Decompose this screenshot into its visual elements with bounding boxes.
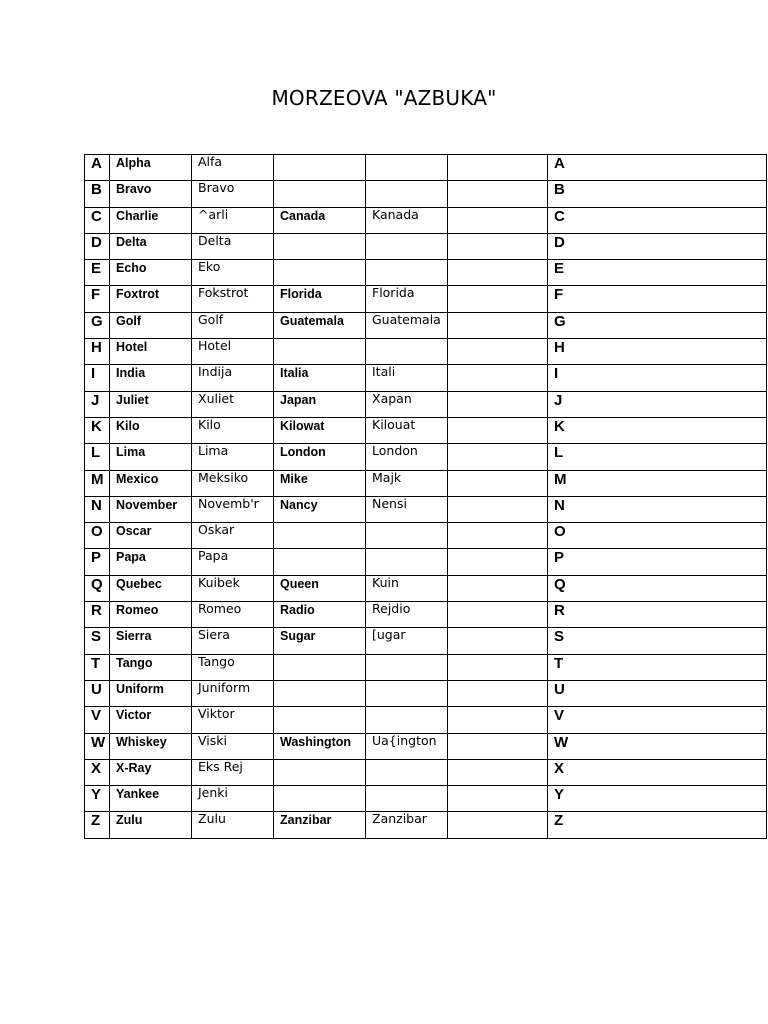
letter-cell: H <box>85 339 110 365</box>
example-word-transcription-cell <box>366 233 448 259</box>
example-word-transcription-cell <box>366 155 448 181</box>
table-row <box>85 549 767 575</box>
code-word-cell: Bravo <box>110 181 192 207</box>
code-word-transcription-cell: Xuliet <box>192 391 274 417</box>
code-word-transcription-cell: Juniform <box>192 680 274 706</box>
example-word-cell <box>274 155 366 181</box>
code-word-cell: India <box>110 365 192 391</box>
table-row <box>85 207 767 233</box>
example-word-transcription-cell: Ua{ington <box>366 733 448 759</box>
letter-right-cell: A <box>548 155 767 181</box>
example-word-transcription-cell: London <box>366 444 448 470</box>
letter-right-cell: K <box>548 417 767 443</box>
code-word-cell: Whiskey <box>110 733 192 759</box>
letter-cell: I <box>85 365 110 391</box>
empty-cell <box>448 549 548 575</box>
letter-cell: L <box>85 444 110 470</box>
example-word-transcription-cell: Kilouat <box>366 417 448 443</box>
phonetic-alphabet-table <box>84 154 767 839</box>
code-word-transcription-cell: Delta <box>192 233 274 259</box>
code-word-cell: Hotel <box>110 339 192 365</box>
table-row <box>85 707 767 733</box>
example-word-transcription-cell: Nensi <box>366 496 448 522</box>
code-word-transcription-cell: Bravo <box>192 181 274 207</box>
empty-cell <box>448 680 548 706</box>
letter-right-cell: W <box>548 733 767 759</box>
code-word-cell: Yankee <box>110 786 192 812</box>
empty-cell <box>448 575 548 601</box>
letter-cell: N <box>85 496 110 522</box>
code-word-cell: Uniform <box>110 680 192 706</box>
letter-right-cell: M <box>548 470 767 496</box>
letter-right-cell: T <box>548 654 767 680</box>
letter-cell: G <box>85 312 110 338</box>
empty-cell <box>448 444 548 470</box>
example-word-transcription-cell <box>366 759 448 785</box>
example-word-transcription-cell: Kanada <box>366 207 448 233</box>
code-word-transcription-cell: Lima <box>192 444 274 470</box>
letter-cell: Q <box>85 575 110 601</box>
example-word-transcription-cell <box>366 549 448 575</box>
example-word-cell: Radio <box>274 602 366 628</box>
code-word-transcription-cell: Viski <box>192 733 274 759</box>
table-row <box>85 470 767 496</box>
example-word-cell <box>274 707 366 733</box>
table-row <box>85 523 767 549</box>
letter-cell: Y <box>85 786 110 812</box>
code-word-transcription-cell: Siera <box>192 628 274 654</box>
letter-cell: O <box>85 523 110 549</box>
example-word-cell: Mike <box>274 470 366 496</box>
example-word-cell: Italia <box>274 365 366 391</box>
example-word-transcription-cell: [ugar <box>366 628 448 654</box>
letter-right-cell: C <box>548 207 767 233</box>
code-word-transcription-cell: Viktor <box>192 707 274 733</box>
code-word-cell: Juliet <box>110 391 192 417</box>
example-word-transcription-cell: Rejdio <box>366 602 448 628</box>
letter-cell: K <box>85 417 110 443</box>
letter-right-cell: E <box>548 260 767 286</box>
example-word-cell: Queen <box>274 575 366 601</box>
code-word-cell: Tango <box>110 654 192 680</box>
letter-right-cell: B <box>548 181 767 207</box>
code-word-transcription-cell: Zulu <box>192 812 274 838</box>
empty-cell <box>448 523 548 549</box>
example-word-cell: Canada <box>274 207 366 233</box>
empty-cell <box>448 417 548 443</box>
code-word-cell: Sierra <box>110 628 192 654</box>
letter-right-cell: D <box>548 233 767 259</box>
example-word-transcription-cell: Florida <box>366 286 448 312</box>
letter-right-cell: X <box>548 759 767 785</box>
code-word-transcription-cell: Fokstrot <box>192 286 274 312</box>
letter-right-cell: Y <box>548 786 767 812</box>
empty-cell <box>448 628 548 654</box>
letter-cell: T <box>85 654 110 680</box>
letter-right-cell: U <box>548 680 767 706</box>
empty-cell <box>448 260 548 286</box>
code-word-cell: Mexico <box>110 470 192 496</box>
empty-cell <box>448 733 548 759</box>
letter-right-cell: J <box>548 391 767 417</box>
example-word-cell <box>274 523 366 549</box>
table-row <box>85 286 767 312</box>
example-word-cell <box>274 233 366 259</box>
example-word-transcription-cell <box>366 339 448 365</box>
example-word-transcription-cell: Majk <box>366 470 448 496</box>
table-row <box>85 260 767 286</box>
code-word-transcription-cell: Romeo <box>192 602 274 628</box>
empty-cell <box>448 155 548 181</box>
example-word-transcription-cell: Xapan <box>366 391 448 417</box>
example-word-cell <box>274 786 366 812</box>
code-word-cell: November <box>110 496 192 522</box>
code-word-transcription-cell: Meksiko <box>192 470 274 496</box>
letter-cell: U <box>85 680 110 706</box>
example-word-cell: Washington <box>274 733 366 759</box>
letter-cell: F <box>85 286 110 312</box>
empty-cell <box>448 365 548 391</box>
empty-cell <box>448 470 548 496</box>
code-word-cell: Papa <box>110 549 192 575</box>
table-row <box>85 680 767 706</box>
code-word-cell: Echo <box>110 260 192 286</box>
letter-cell: X <box>85 759 110 785</box>
code-word-transcription-cell: Novemb'r <box>192 496 274 522</box>
empty-cell <box>448 707 548 733</box>
table-row <box>85 812 767 838</box>
code-word-cell: Zulu <box>110 812 192 838</box>
table-row <box>85 496 767 522</box>
code-word-transcription-cell: Indija <box>192 365 274 391</box>
example-word-transcription-cell <box>366 654 448 680</box>
empty-cell <box>448 286 548 312</box>
example-word-transcription-cell <box>366 680 448 706</box>
page-title: MORZEOVA "AZBUKA" <box>271 86 497 110</box>
example-word-transcription-cell <box>366 707 448 733</box>
code-word-cell: Romeo <box>110 602 192 628</box>
table-row <box>85 391 767 417</box>
letter-right-cell: R <box>548 602 767 628</box>
letter-right-cell: G <box>548 312 767 338</box>
letter-right-cell: F <box>548 286 767 312</box>
code-word-transcription-cell: ^arli <box>192 207 274 233</box>
letter-right-cell: S <box>548 628 767 654</box>
table-row <box>85 733 767 759</box>
code-word-cell: Oscar <box>110 523 192 549</box>
code-word-cell: Delta <box>110 233 192 259</box>
code-word-cell: Quebec <box>110 575 192 601</box>
empty-cell <box>448 812 548 838</box>
code-word-transcription-cell: Alfa <box>192 155 274 181</box>
example-word-transcription-cell: Kuin <box>366 575 448 601</box>
code-word-cell: X-Ray <box>110 759 192 785</box>
letter-cell: M <box>85 470 110 496</box>
letter-cell: Z <box>85 812 110 838</box>
code-word-cell: Foxtrot <box>110 286 192 312</box>
letter-cell: J <box>85 391 110 417</box>
table-row <box>85 181 767 207</box>
example-word-cell <box>274 549 366 575</box>
example-word-transcription-cell: Zanzibar <box>366 812 448 838</box>
empty-cell <box>448 233 548 259</box>
code-word-transcription-cell: Hotel <box>192 339 274 365</box>
table-row <box>85 312 767 338</box>
example-word-cell <box>274 260 366 286</box>
letter-right-cell: O <box>548 523 767 549</box>
example-word-transcription-cell <box>366 786 448 812</box>
letter-cell: V <box>85 707 110 733</box>
table-row <box>85 155 767 181</box>
table-row <box>85 417 767 443</box>
code-word-cell: Victor <box>110 707 192 733</box>
letter-cell: P <box>85 549 110 575</box>
letter-right-cell: I <box>548 365 767 391</box>
letter-right-cell: Q <box>548 575 767 601</box>
code-word-transcription-cell: Golf <box>192 312 274 338</box>
letter-cell: D <box>85 233 110 259</box>
empty-cell <box>448 207 548 233</box>
table-row <box>85 575 767 601</box>
example-word-cell: Japan <box>274 391 366 417</box>
code-word-transcription-cell: Oskar <box>192 523 274 549</box>
letter-right-cell: V <box>548 707 767 733</box>
code-word-cell: Charlie <box>110 207 192 233</box>
table-row <box>85 444 767 470</box>
example-word-cell <box>274 654 366 680</box>
letter-right-cell: P <box>548 549 767 575</box>
example-word-cell: Guatemala <box>274 312 366 338</box>
letter-cell: C <box>85 207 110 233</box>
code-word-transcription-cell: Eks Rej <box>192 759 274 785</box>
example-word-transcription-cell <box>366 181 448 207</box>
code-word-cell: Lima <box>110 444 192 470</box>
code-word-transcription-cell: Kuibek <box>192 575 274 601</box>
example-word-cell: London <box>274 444 366 470</box>
letter-right-cell: L <box>548 444 767 470</box>
example-word-transcription-cell <box>366 260 448 286</box>
letter-cell: R <box>85 602 110 628</box>
letter-right-cell: Z <box>548 812 767 838</box>
table-row <box>85 365 767 391</box>
example-word-cell: Sugar <box>274 628 366 654</box>
empty-cell <box>448 786 548 812</box>
letter-right-cell: H <box>548 339 767 365</box>
example-word-transcription-cell: Itali <box>366 365 448 391</box>
table-row <box>85 233 767 259</box>
table-row <box>85 786 767 812</box>
example-word-cell: Florida <box>274 286 366 312</box>
table-row <box>85 654 767 680</box>
code-word-transcription-cell: Jenki <box>192 786 274 812</box>
empty-cell <box>448 181 548 207</box>
example-word-cell: Zanzibar <box>274 812 366 838</box>
empty-cell <box>448 759 548 785</box>
empty-cell <box>448 312 548 338</box>
example-word-cell: Nancy <box>274 496 366 522</box>
example-word-cell <box>274 680 366 706</box>
empty-cell <box>448 654 548 680</box>
letter-cell: S <box>85 628 110 654</box>
table-row <box>85 628 767 654</box>
letter-cell: W <box>85 733 110 759</box>
code-word-cell: Kilo <box>110 417 192 443</box>
letter-cell: B <box>85 181 110 207</box>
example-word-transcription-cell <box>366 523 448 549</box>
example-word-cell <box>274 181 366 207</box>
code-word-transcription-cell: Kilo <box>192 417 274 443</box>
code-word-transcription-cell: Tango <box>192 654 274 680</box>
empty-cell <box>448 496 548 522</box>
letter-right-cell: N <box>548 496 767 522</box>
letter-cell: E <box>85 260 110 286</box>
example-word-cell <box>274 339 366 365</box>
empty-cell <box>448 602 548 628</box>
table-row <box>85 759 767 785</box>
example-word-cell <box>274 759 366 785</box>
code-word-transcription-cell: Papa <box>192 549 274 575</box>
code-word-transcription-cell: Eko <box>192 260 274 286</box>
code-word-cell: Golf <box>110 312 192 338</box>
empty-cell <box>448 391 548 417</box>
letter-cell: A <box>85 155 110 181</box>
table-row <box>85 602 767 628</box>
code-word-cell: Alpha <box>110 155 192 181</box>
example-word-transcription-cell: Guatemala <box>366 312 448 338</box>
example-word-cell: Kilowat <box>274 417 366 443</box>
table-row <box>85 339 767 365</box>
empty-cell <box>448 339 548 365</box>
